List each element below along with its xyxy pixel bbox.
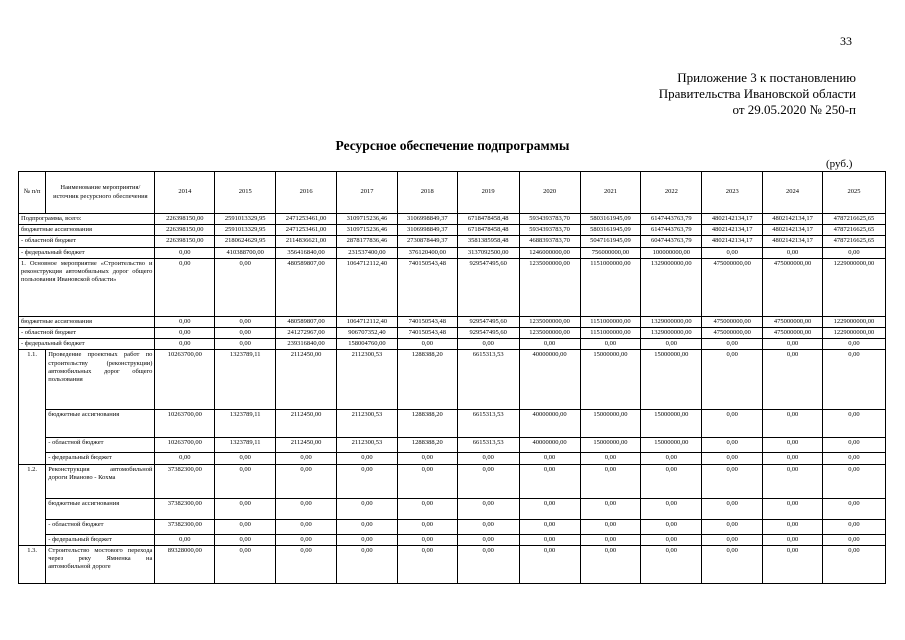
value-cell: 3137092500,00 bbox=[457, 247, 519, 258]
value-cell: 356416840,00 bbox=[276, 247, 337, 258]
value-cell: 3106998849,37 bbox=[397, 214, 457, 225]
value-cell: 6047443763,79 bbox=[641, 236, 702, 247]
row-label: 1. Основное мероприятие «Строительство и реконструкция автомобильных дорог общего пользования Ивановской области» bbox=[19, 258, 155, 316]
value-cell: 0,00 bbox=[337, 464, 398, 498]
value-cell: 0,00 bbox=[580, 519, 641, 534]
value-cell: 1064712112,40 bbox=[337, 316, 398, 327]
value-cell: 475000000,00 bbox=[763, 328, 823, 339]
value-cell: 0,00 bbox=[641, 534, 702, 545]
row-label: бюджетные ассигнования bbox=[19, 316, 155, 327]
table-row bbox=[19, 410, 886, 438]
appendix-line-3: от 29.05.2020 № 250-п bbox=[732, 102, 856, 117]
table-row bbox=[19, 498, 886, 519]
value-cell: 0,00 bbox=[763, 498, 823, 519]
value-cell: 740150543,48 bbox=[397, 328, 457, 339]
value-cell: 0,00 bbox=[641, 498, 702, 519]
value-cell: 1151000000,00 bbox=[580, 328, 641, 339]
value-cell: 1229000000,00 bbox=[822, 316, 885, 327]
value-cell: 226398150,00 bbox=[155, 236, 215, 247]
value-cell: 0,00 bbox=[641, 453, 702, 464]
value-cell: 6615313,53 bbox=[457, 438, 519, 453]
value-cell: 0,00 bbox=[337, 498, 398, 519]
value-cell: 4787216625,65 bbox=[822, 214, 885, 225]
table-row bbox=[19, 464, 886, 498]
value-cell: 15000000,00 bbox=[641, 350, 702, 410]
value-cell: 5047161945,09 bbox=[580, 236, 641, 247]
value-cell: 4688393783,70 bbox=[519, 236, 580, 247]
value-cell: 475000000,00 bbox=[763, 258, 823, 316]
item-number: 1.1. bbox=[19, 350, 46, 464]
table-row bbox=[19, 316, 886, 327]
value-cell: 0,00 bbox=[519, 498, 580, 519]
row-label: - федеральный бюджет bbox=[46, 453, 155, 464]
value-cell: 0,00 bbox=[580, 464, 641, 498]
value-cell: 0,00 bbox=[763, 545, 823, 583]
value-cell: 1323789,11 bbox=[215, 410, 276, 438]
value-cell: 0,00 bbox=[215, 453, 276, 464]
value-cell: 0,00 bbox=[702, 464, 763, 498]
value-cell: 0,00 bbox=[397, 519, 457, 534]
value-cell: 2471253461,00 bbox=[276, 214, 337, 225]
table-row bbox=[19, 438, 886, 453]
value-cell: 2112300,53 bbox=[337, 350, 398, 410]
table-row bbox=[19, 236, 886, 247]
header-year: 2015 bbox=[215, 172, 276, 214]
row-label: бюджетные ассигнования bbox=[19, 225, 155, 236]
value-cell: 239316840,00 bbox=[276, 339, 337, 350]
value-cell: 0,00 bbox=[215, 316, 276, 327]
value-cell: 0,00 bbox=[822, 519, 885, 534]
value-cell: 2114836621,00 bbox=[276, 236, 337, 247]
header-year: 2025 bbox=[822, 172, 885, 214]
value-cell: 0,00 bbox=[763, 438, 823, 453]
value-cell: 231537400,00 bbox=[337, 247, 398, 258]
value-cell: 1323789,11 bbox=[215, 350, 276, 410]
value-cell: 0,00 bbox=[702, 519, 763, 534]
appendix-line-1: Приложение 3 к постановлению bbox=[677, 70, 856, 85]
value-cell: 226398150,00 bbox=[155, 225, 215, 236]
table-body bbox=[19, 214, 886, 584]
value-cell: 2730878449,37 bbox=[397, 236, 457, 247]
value-cell: 3106998849,37 bbox=[397, 225, 457, 236]
value-cell: 1229000000,00 bbox=[822, 258, 885, 316]
value-cell: 2112450,00 bbox=[276, 350, 337, 410]
table-row bbox=[19, 339, 886, 350]
table-row bbox=[19, 534, 886, 545]
value-cell: 1235000000,00 bbox=[519, 316, 580, 327]
header-number: № п/п bbox=[19, 172, 46, 214]
row-label: - областной бюджет bbox=[46, 519, 155, 534]
value-cell: 5803161945,09 bbox=[580, 225, 641, 236]
value-cell: 0,00 bbox=[276, 519, 337, 534]
header-year: 2023 bbox=[702, 172, 763, 214]
value-cell: 40000000,00 bbox=[519, 350, 580, 410]
value-cell: 6718478458,48 bbox=[457, 214, 519, 225]
value-cell: 0,00 bbox=[822, 339, 885, 350]
value-cell: 2591013329,95 bbox=[215, 214, 276, 225]
row-label: Проведение проектных работ по строительству (реконструкции) автомобильных дорог общего пользования bbox=[46, 350, 155, 410]
value-cell: 0,00 bbox=[397, 498, 457, 519]
value-cell: 0,00 bbox=[215, 328, 276, 339]
table-row bbox=[19, 545, 886, 583]
value-cell: 0,00 bbox=[155, 247, 215, 258]
value-cell: 4802142134,17 bbox=[763, 236, 823, 247]
value-cell: 4802142134,17 bbox=[763, 214, 823, 225]
header-year: 2020 bbox=[519, 172, 580, 214]
value-cell: 0,00 bbox=[763, 247, 823, 258]
value-cell: 0,00 bbox=[457, 534, 519, 545]
value-cell: 4787216625,65 bbox=[822, 236, 885, 247]
row-label: - федеральный бюджет bbox=[19, 339, 155, 350]
header-year: 2021 bbox=[580, 172, 641, 214]
value-cell: 1288388,20 bbox=[397, 410, 457, 438]
value-cell: 1288388,20 bbox=[397, 438, 457, 453]
value-cell: 0,00 bbox=[822, 545, 885, 583]
value-cell: 756000000,00 bbox=[580, 247, 641, 258]
value-cell: 6718478458,48 bbox=[457, 225, 519, 236]
row-label: - областной бюджет bbox=[46, 438, 155, 453]
value-cell: 0,00 bbox=[763, 534, 823, 545]
header-year: 2019 bbox=[457, 172, 519, 214]
value-cell: 3109715236,46 bbox=[337, 214, 398, 225]
value-cell: 0,00 bbox=[215, 464, 276, 498]
value-cell: 2112450,00 bbox=[276, 438, 337, 453]
value-cell: 0,00 bbox=[215, 339, 276, 350]
value-cell: 0,00 bbox=[763, 453, 823, 464]
header-name: Наименование мероприятия/источник ресурсного обеспечения bbox=[46, 172, 155, 214]
value-cell: 37382300,00 bbox=[155, 519, 215, 534]
budget-table bbox=[18, 171, 886, 584]
value-cell: 5803161945,09 bbox=[580, 214, 641, 225]
value-cell: 158004760,00 bbox=[337, 339, 398, 350]
value-cell: 0,00 bbox=[641, 519, 702, 534]
value-cell: 0,00 bbox=[702, 350, 763, 410]
value-cell: 0,00 bbox=[155, 258, 215, 316]
appendix-block bbox=[659, 70, 856, 118]
value-cell: 10263700,00 bbox=[155, 410, 215, 438]
value-cell: 0,00 bbox=[519, 464, 580, 498]
row-label: бюджетные ассигнования bbox=[46, 410, 155, 438]
item-number: 1.2. bbox=[19, 464, 46, 545]
value-cell: 0,00 bbox=[763, 464, 823, 498]
value-cell: 740150543,48 bbox=[397, 258, 457, 316]
value-cell: 0,00 bbox=[337, 519, 398, 534]
table-row bbox=[19, 453, 886, 464]
value-cell: 0,00 bbox=[641, 545, 702, 583]
value-cell: 0,00 bbox=[519, 339, 580, 350]
value-cell: 0,00 bbox=[702, 247, 763, 258]
value-cell: 0,00 bbox=[397, 464, 457, 498]
value-cell: 0,00 bbox=[457, 339, 519, 350]
value-cell: 5934393783,70 bbox=[519, 225, 580, 236]
value-cell: 1151000000,00 bbox=[580, 258, 641, 316]
table-row bbox=[19, 258, 886, 316]
value-cell: 1235000000,00 bbox=[519, 328, 580, 339]
value-cell: 2112300,53 bbox=[337, 410, 398, 438]
value-cell: 0,00 bbox=[702, 339, 763, 350]
header-year: 2024 bbox=[763, 172, 823, 214]
value-cell: 6147443763,79 bbox=[641, 225, 702, 236]
value-cell: 0,00 bbox=[763, 350, 823, 410]
value-cell: 0,00 bbox=[337, 534, 398, 545]
value-cell: 0,00 bbox=[215, 545, 276, 583]
value-cell: 10263700,00 bbox=[155, 438, 215, 453]
header-year: 2014 bbox=[155, 172, 215, 214]
value-cell: 376120400,00 bbox=[397, 247, 457, 258]
table-row bbox=[19, 214, 886, 225]
value-cell: 226398150,00 bbox=[155, 214, 215, 225]
value-cell: 241272967,00 bbox=[276, 328, 337, 339]
value-cell: 1246000000,00 bbox=[519, 247, 580, 258]
value-cell: 6147443763,79 bbox=[641, 214, 702, 225]
value-cell: 0,00 bbox=[397, 534, 457, 545]
header-year: 2022 bbox=[641, 172, 702, 214]
value-cell: 2180624629,95 bbox=[215, 236, 276, 247]
value-cell: 480589807,00 bbox=[276, 316, 337, 327]
value-cell: 475000000,00 bbox=[702, 258, 763, 316]
value-cell: 0,00 bbox=[397, 339, 457, 350]
value-cell: 5934393783,70 bbox=[519, 214, 580, 225]
appendix-line-2: Правительства Ивановской области bbox=[658, 86, 856, 101]
value-cell: 40000000,00 bbox=[519, 438, 580, 453]
item-number: 1.3. bbox=[19, 545, 46, 583]
value-cell: 15000000,00 bbox=[580, 410, 641, 438]
value-cell: 475000000,00 bbox=[702, 316, 763, 327]
value-cell: 0,00 bbox=[822, 453, 885, 464]
value-cell: 37382300,00 bbox=[155, 464, 215, 498]
value-cell: 0,00 bbox=[215, 498, 276, 519]
value-cell: 0,00 bbox=[822, 350, 885, 410]
value-cell: 0,00 bbox=[276, 534, 337, 545]
value-cell: 0,00 bbox=[155, 316, 215, 327]
value-cell: 0,00 bbox=[155, 339, 215, 350]
value-cell: 6615313,53 bbox=[457, 410, 519, 438]
value-cell: 0,00 bbox=[397, 453, 457, 464]
value-cell: 0,00 bbox=[822, 498, 885, 519]
value-cell: 0,00 bbox=[457, 453, 519, 464]
value-cell: 0,00 bbox=[763, 519, 823, 534]
value-cell: 2591013329,95 bbox=[215, 225, 276, 236]
value-cell: 10263700,00 bbox=[155, 350, 215, 410]
value-cell: 0,00 bbox=[457, 519, 519, 534]
value-cell: 0,00 bbox=[215, 258, 276, 316]
header-year: 2017 bbox=[337, 172, 398, 214]
value-cell: 0,00 bbox=[337, 453, 398, 464]
value-cell: 0,00 bbox=[580, 339, 641, 350]
value-cell: 1288388,20 bbox=[397, 350, 457, 410]
value-cell: 929547495,60 bbox=[457, 258, 519, 316]
value-cell: 0,00 bbox=[580, 545, 641, 583]
value-cell: 475000000,00 bbox=[702, 328, 763, 339]
value-cell: 0,00 bbox=[276, 453, 337, 464]
value-cell: 0,00 bbox=[822, 247, 885, 258]
value-cell: 1064712112,40 bbox=[337, 258, 398, 316]
value-cell: 0,00 bbox=[702, 410, 763, 438]
value-cell: 0,00 bbox=[457, 498, 519, 519]
value-cell: 2112300,53 bbox=[337, 438, 398, 453]
value-cell: 0,00 bbox=[457, 545, 519, 583]
value-cell: 4787216625,65 bbox=[822, 225, 885, 236]
row-label: бюджетные ассигнования bbox=[46, 498, 155, 519]
value-cell: 0,00 bbox=[580, 534, 641, 545]
value-cell: 0,00 bbox=[822, 438, 885, 453]
value-cell: 1329000000,00 bbox=[641, 258, 702, 316]
value-cell: 15000000,00 bbox=[641, 438, 702, 453]
value-cell: 3581385958,48 bbox=[457, 236, 519, 247]
value-cell: 3109715236,46 bbox=[337, 225, 398, 236]
value-cell: 4802142134,17 bbox=[702, 225, 763, 236]
value-cell: 0,00 bbox=[580, 498, 641, 519]
value-cell: 6615313,53 bbox=[457, 350, 519, 410]
row-label: - федеральный бюджет bbox=[19, 247, 155, 258]
value-cell: 15000000,00 bbox=[580, 438, 641, 453]
value-cell: 929547495,60 bbox=[457, 328, 519, 339]
table-row bbox=[19, 247, 886, 258]
value-cell: 0,00 bbox=[822, 410, 885, 438]
value-cell: 15000000,00 bbox=[580, 350, 641, 410]
header-year: 2018 bbox=[397, 172, 457, 214]
value-cell: 0,00 bbox=[215, 519, 276, 534]
value-cell: 0,00 bbox=[702, 498, 763, 519]
value-cell: 4802142134,17 bbox=[702, 214, 763, 225]
value-cell: 0,00 bbox=[641, 464, 702, 498]
value-cell: 0,00 bbox=[276, 498, 337, 519]
value-cell: 100000000,00 bbox=[641, 247, 702, 258]
value-cell: 0,00 bbox=[702, 545, 763, 583]
value-cell: 0,00 bbox=[763, 410, 823, 438]
value-cell: 0,00 bbox=[337, 545, 398, 583]
value-cell: 0,00 bbox=[702, 438, 763, 453]
row-label: Строительство мостового перехода через реку Ямненка на автомобильной дороге bbox=[46, 545, 155, 583]
row-label: Реконструкция автомобильной дороги Иваново - Кохма bbox=[46, 464, 155, 498]
header-year: 2016 bbox=[276, 172, 337, 214]
value-cell: 1323789,11 bbox=[215, 438, 276, 453]
value-cell: 15000000,00 bbox=[641, 410, 702, 438]
value-cell: 0,00 bbox=[155, 328, 215, 339]
value-cell: 0,00 bbox=[457, 464, 519, 498]
document-title: Ресурсное обеспечение подпрограммы bbox=[335, 138, 570, 153]
table-row bbox=[19, 519, 886, 534]
value-cell: 1235000000,00 bbox=[519, 258, 580, 316]
value-cell: 0,00 bbox=[276, 464, 337, 498]
table-header bbox=[19, 172, 886, 214]
value-cell: 0,00 bbox=[519, 453, 580, 464]
value-cell: 0,00 bbox=[822, 534, 885, 545]
value-cell: 89328000,00 bbox=[155, 545, 215, 583]
value-cell: 4802142134,17 bbox=[763, 225, 823, 236]
value-cell: 2471253461,00 bbox=[276, 225, 337, 236]
value-cell: 0,00 bbox=[215, 534, 276, 545]
value-cell: 929547495,60 bbox=[457, 316, 519, 327]
value-cell: 0,00 bbox=[702, 453, 763, 464]
value-cell: 480589807,00 bbox=[276, 258, 337, 316]
value-cell: 0,00 bbox=[276, 545, 337, 583]
value-cell: 0,00 bbox=[641, 339, 702, 350]
row-label: - областной бюджет bbox=[19, 236, 155, 247]
value-cell: 0,00 bbox=[397, 545, 457, 583]
table-row bbox=[19, 328, 886, 339]
value-cell: 1151000000,00 bbox=[580, 316, 641, 327]
currency-unit: (руб.) bbox=[826, 158, 853, 170]
row-label: - федеральный бюджет bbox=[46, 534, 155, 545]
value-cell: 1229000000,00 bbox=[822, 328, 885, 339]
value-cell: 0,00 bbox=[155, 534, 215, 545]
page-number: 33 bbox=[840, 34, 852, 48]
value-cell: 410388700,00 bbox=[215, 247, 276, 258]
value-cell: 0,00 bbox=[519, 519, 580, 534]
row-label: - областной бюджет bbox=[19, 328, 155, 339]
value-cell: 475000000,00 bbox=[763, 316, 823, 327]
value-cell: 2878177836,46 bbox=[337, 236, 398, 247]
value-cell: 740150543,48 bbox=[397, 316, 457, 327]
value-cell: 0,00 bbox=[519, 545, 580, 583]
value-cell: 0,00 bbox=[580, 453, 641, 464]
value-cell: 0,00 bbox=[155, 453, 215, 464]
value-cell: 4802142134,17 bbox=[702, 236, 763, 247]
value-cell: 0,00 bbox=[763, 339, 823, 350]
table-row bbox=[19, 225, 886, 236]
value-cell: 1329000000,00 bbox=[641, 316, 702, 327]
table-row bbox=[19, 350, 886, 410]
value-cell: 40000000,00 bbox=[519, 410, 580, 438]
value-cell: 0,00 bbox=[702, 534, 763, 545]
value-cell: 37382300,00 bbox=[155, 498, 215, 519]
value-cell: 1329000000,00 bbox=[641, 328, 702, 339]
value-cell: 2112450,00 bbox=[276, 410, 337, 438]
value-cell: 0,00 bbox=[519, 534, 580, 545]
value-cell: 906707352,40 bbox=[337, 328, 398, 339]
row-label: Подпрограмма, всего: bbox=[19, 214, 155, 225]
value-cell: 0,00 bbox=[822, 464, 885, 498]
